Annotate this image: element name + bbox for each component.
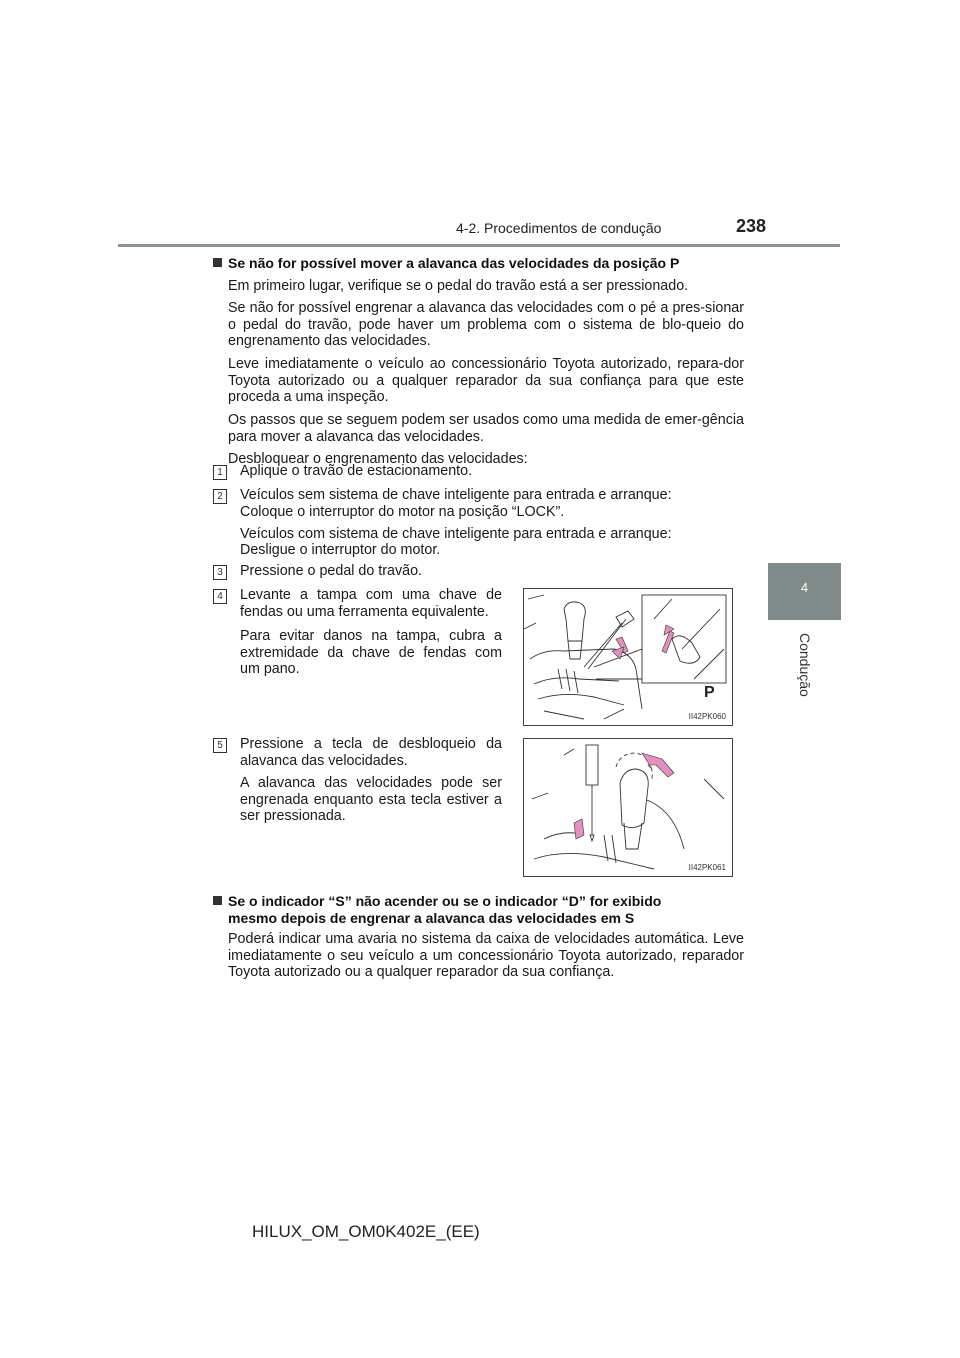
step-text: Veículos com sistema de chave inteligente para entrada e arranque: — [240, 526, 672, 542]
step-text: Levante a tampa com uma chave de fendas ou uma ferramenta equivalente. — [240, 587, 502, 620]
page-number: 238 — [736, 216, 767, 236]
step-number-2: 2 — [213, 489, 227, 504]
section-heading — [213, 893, 661, 909]
section-title: 4-2. Procedimentos de condução — [456, 220, 662, 236]
figure-code: II42PK061 — [688, 863, 726, 872]
paragraph: Os passos que se seguem podem ser usados como uma medida de emer-gência para mover a alavanca das velocidades. — [228, 412, 744, 445]
shift-release-illustration — [524, 739, 732, 876]
step-text: Veículos sem sistema de chave inteligente para entrada e arranque: — [240, 487, 672, 503]
inset-letter: P — [704, 684, 715, 701]
step-text: Pressione a tecla de desbloqueio da alavanca das velocidades. — [240, 736, 502, 769]
step-text: Desligue o interruptor do motor. — [240, 542, 441, 558]
section-heading-continued: mesmo depois de engrenar a alavanca das velocidades em S — [228, 910, 635, 926]
chapter-tab-label — [769, 621, 841, 848]
step-text: Pressione o pedal do travão. — [240, 563, 423, 579]
figure-release-button — [523, 738, 733, 877]
step-number-1: 1 — [213, 465, 227, 480]
header-divider — [118, 244, 840, 247]
paragraph: Se não for possível engrenar a alavanca das velocidades com o pé a pres-sionar o pedal do travão, pode haver um problema com o sistema de blo-queio do engrenamento das velocidades. — [228, 300, 744, 350]
paragraph: Em primeiro lugar, verifique se o pedal do travão está a ser pressionado. — [228, 278, 689, 294]
step-number-3: 3 — [213, 565, 227, 580]
section-heading-text: Se o indicador “S” não acender ou se o indicador “D” for exibido — [228, 893, 662, 909]
step-text: Coloque o interruptor do motor na posição “LOCK”. — [240, 504, 565, 520]
step-text: Para evitar danos na tampa, cubra a extremidade da chave de fendas com um pano. — [240, 628, 502, 678]
step-number-4: 4 — [213, 589, 227, 604]
document-id: HILUX_OM_OM0K402E_(EE) — [252, 1222, 480, 1241]
figure-unlock-cover — [523, 588, 733, 726]
step-text: A alavanca das velocidades pode ser engrenada enquanto esta tecla estiver a ser pressionada. — [240, 775, 502, 825]
paragraph: Leve imediatamente o veículo ao concessionário Toyota autorizado, repara-dor Toyota autorizado ou a qualquer reparador da sua confiança para que este proceda a uma inspeção. — [228, 356, 744, 406]
square-bullet-icon — [213, 258, 222, 267]
shift-lever-cover-illustration — [524, 589, 732, 725]
paragraph: Poderá indicar uma avaria no sistema da caixa de velocidades automática. Leve imediatamente o seu veículo a um concessionário Toyota autorizado, reparador Toyota autorizado ou a qualquer reparador da sua confiança. — [228, 931, 744, 981]
step-text: Aplique o travão de estacionamento. — [240, 463, 473, 479]
chapter-tab-label-text: Condução — [797, 633, 813, 697]
step-number-5: 5 — [213, 738, 227, 753]
chapter-tab-number: 4 — [768, 563, 841, 620]
section-heading-text: Se não for possível mover a alavanca das velocidades da posição P — [228, 255, 680, 271]
square-bullet-icon — [213, 896, 222, 905]
paragraph: Desbloquear o engrenamento das velocidades: — [228, 451, 528, 467]
figure-code: II42PK060 — [688, 712, 726, 721]
section-heading — [213, 255, 679, 271]
